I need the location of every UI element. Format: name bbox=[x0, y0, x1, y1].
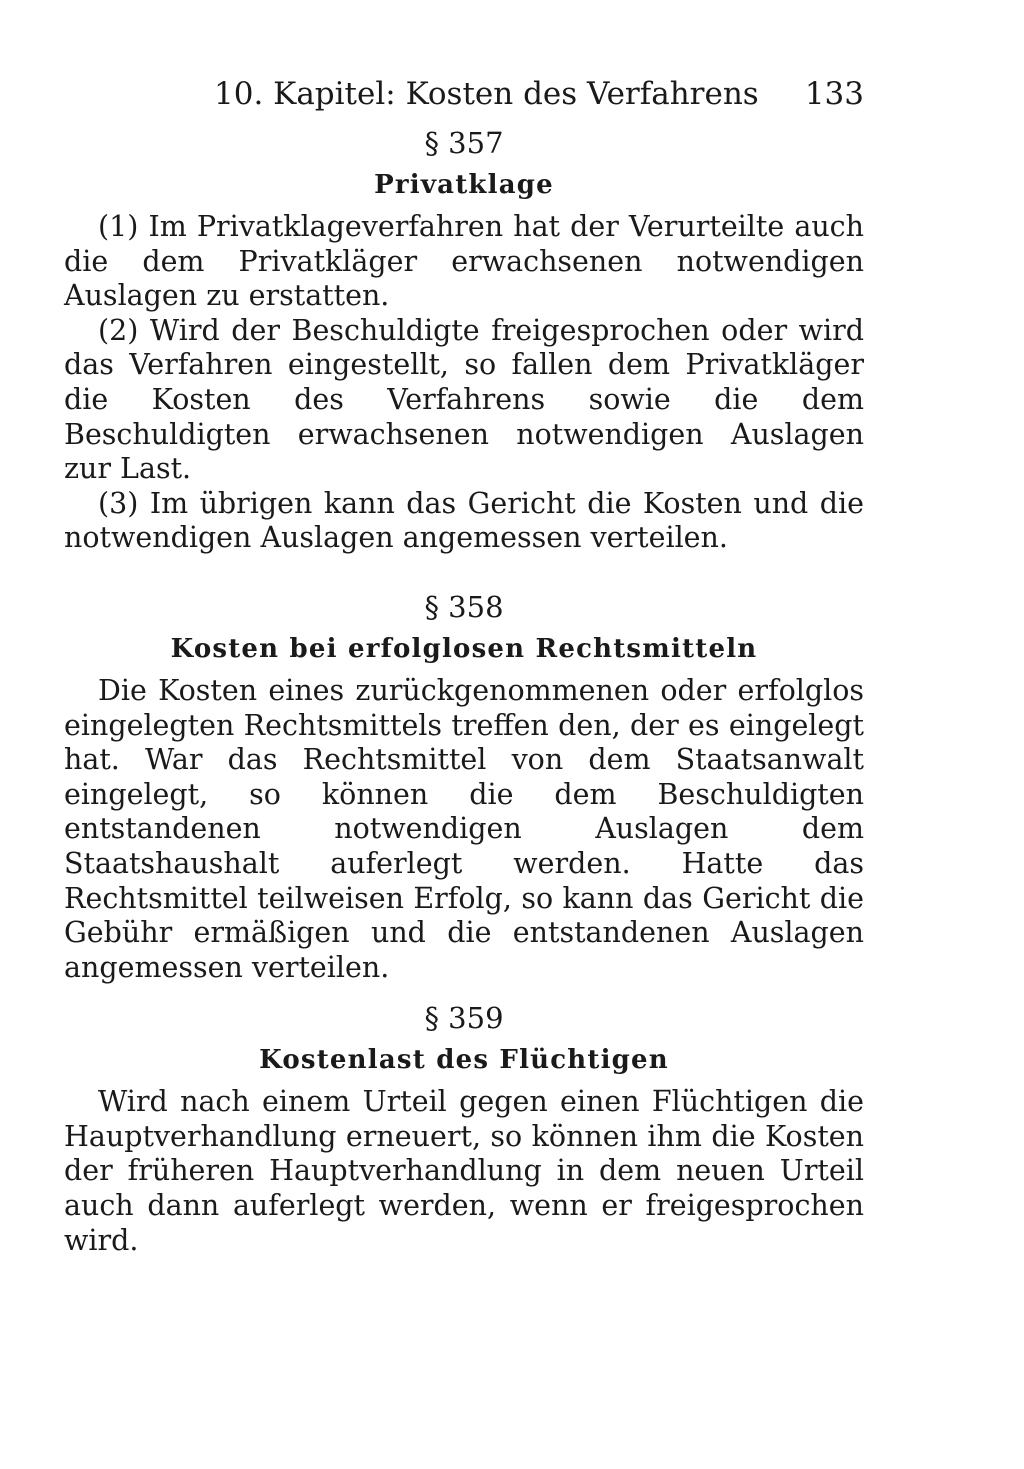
section-number: § 357 bbox=[424, 126, 504, 160]
paragraph: (3) Im übrigen kann das Gericht die Kosten und die notwendigen Auslagen angemessen verteilen. bbox=[64, 486, 864, 555]
paragraph: (2) Wird der Beschuldigte freigesprochen oder wird das Verfahren eingestellt, so fallen dem Privatkläger die Kosten des Verfahrens sowie die dem Beschuldigten erwachsenen notwendigen Auslagen zur Last. bbox=[64, 313, 864, 486]
section-359 bbox=[64, 997, 864, 1258]
book-page bbox=[64, 70, 864, 1258]
section-spacer bbox=[64, 556, 864, 586]
section-title: Privatklage bbox=[374, 170, 554, 200]
page-number: 133 bbox=[804, 76, 864, 112]
running-head bbox=[64, 70, 864, 122]
section-number: § 359 bbox=[424, 1001, 504, 1036]
chapter-title: 10. Kapitel: Kosten des Verfahrens bbox=[214, 76, 759, 112]
section-title: Kosten bei erfolglosen Rechtsmitteln bbox=[170, 633, 758, 664]
section-number: § 358 bbox=[424, 589, 504, 624]
paragraph: Die Kosten eines zurückgenommenen oder erfolglos eingelegten Rechtsmittels treffen den, der es eingelegt hat. War das Rechtsmittel von dem Staatsanwalt eingelegt, so können die dem Beschuldigten entstandenen notwendigen Auslagen dem Staatshaushalt auferlegt werden. Hatte das Rechtsmittel teilweisen Erfolg, so kann das Gericht die Gebühr ermäßigen und die entstandenen Auslagen angemessen verteilen. bbox=[64, 673, 864, 984]
section-spacer bbox=[64, 985, 864, 997]
section-title: Kostenlast des Flüchtigen bbox=[259, 1045, 669, 1076]
paragraph: (1) Im Privatklageverfahren hat der Verurteilte auch die dem Privatkläger erwachsenen notwendigen Auslagen zu erstatten. bbox=[64, 210, 864, 313]
section-358 bbox=[64, 586, 864, 985]
section-357 bbox=[64, 122, 864, 556]
paragraph: Wird nach einem Urteil gegen einen Flüchtigen die Hauptverhandlung erneuert, so können ihm die Kosten der früheren Hauptverhandlung in dem neuen Urteil auch dann auferlegt werden, wenn er freigesprochen wird. bbox=[64, 1085, 864, 1257]
